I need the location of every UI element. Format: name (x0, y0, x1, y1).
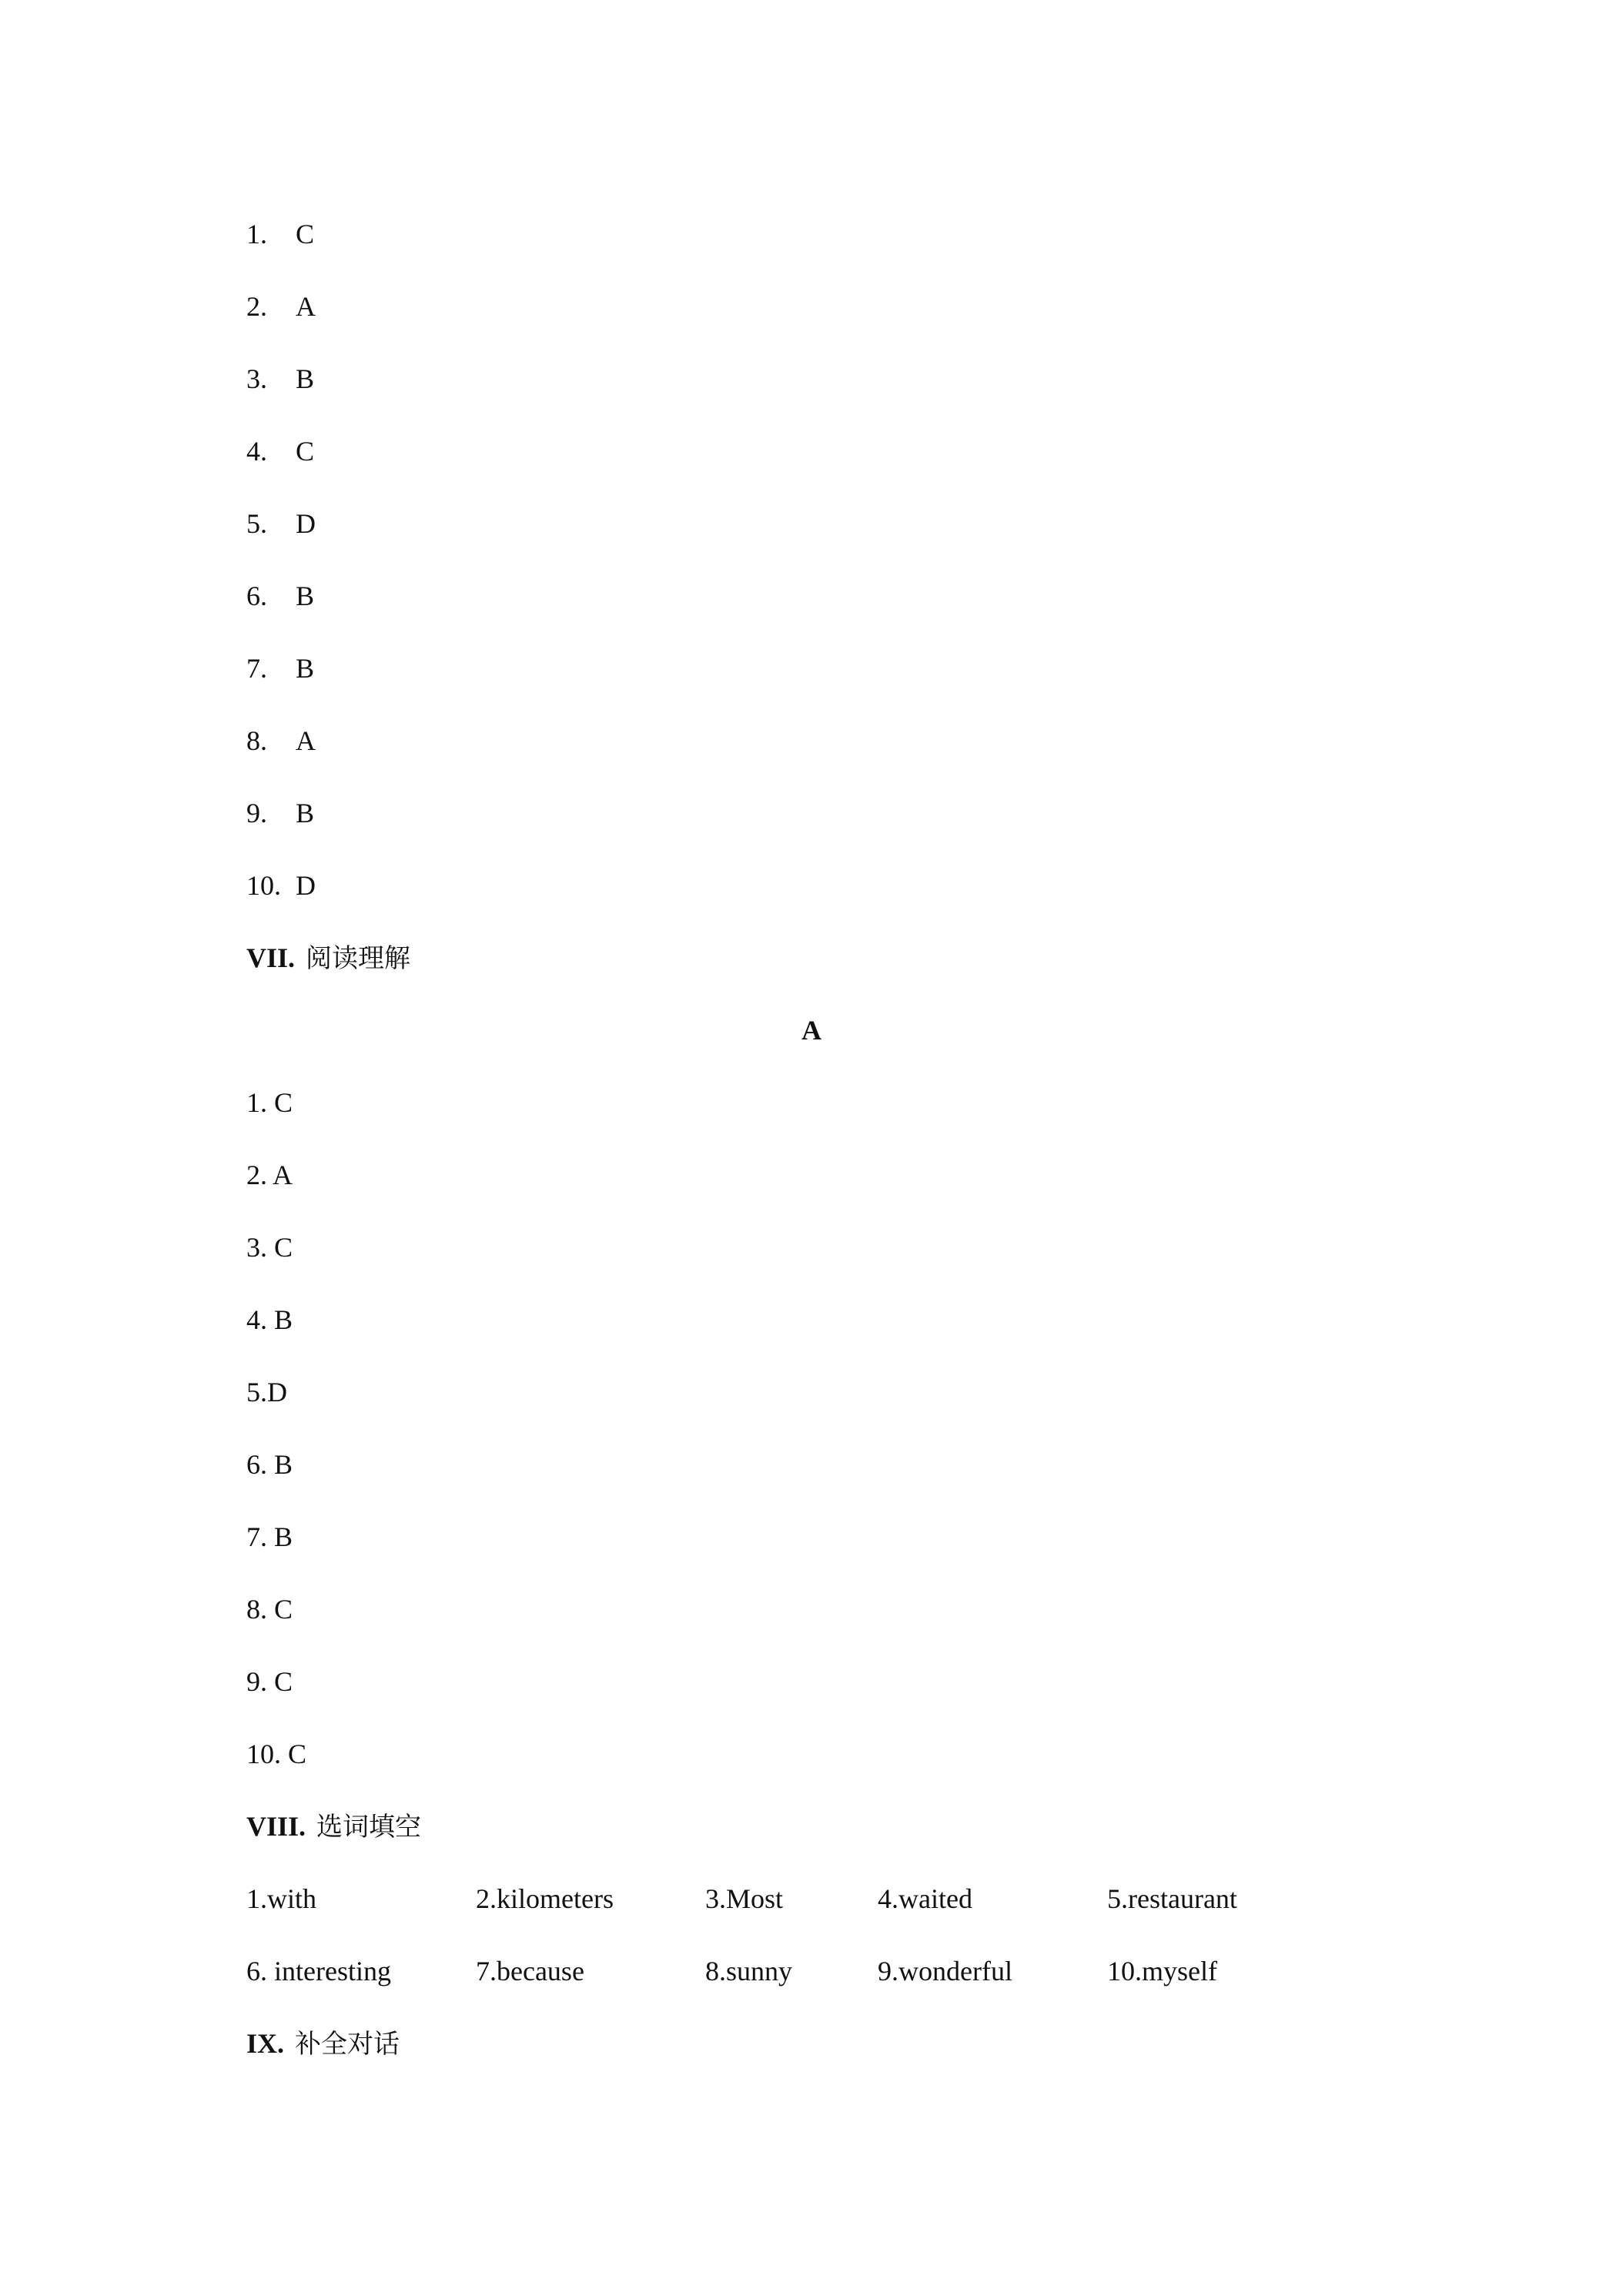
answer-item (246, 869, 316, 902)
answer-number: 1. (246, 219, 267, 249)
answer-letter: B (296, 581, 315, 611)
answer-letter: A (296, 291, 316, 322)
section-title: 阅读理解 (306, 943, 411, 974)
vocab-item: 8.sunny (705, 1956, 793, 1986)
vocab-item: 1.with (246, 1883, 317, 1914)
answer-item (246, 724, 316, 758)
answer-item (246, 507, 316, 541)
answer-item: 9. C (246, 1666, 293, 1697)
vocab-item: 6. interesting (246, 1956, 391, 1986)
section-label: IX. (246, 2028, 285, 2059)
section-title: 选词填空 (316, 1812, 422, 1842)
answer-item (246, 579, 314, 613)
answer-item: 2. A (246, 1160, 293, 1190)
answer-letter: C (296, 436, 315, 467)
answer-item: 5.D (246, 1377, 287, 1407)
answer-number: 3. (246, 363, 267, 394)
answer-number: 8. (246, 725, 267, 756)
answer-number: 6. (246, 581, 267, 611)
answer-item (246, 651, 314, 685)
answer-item (246, 796, 314, 830)
section-title: 补全对话 (295, 2029, 400, 2060)
answer-item (246, 290, 316, 323)
answer-letter: B (296, 363, 315, 394)
answer-item: 4. B (246, 1304, 293, 1335)
section-label: VII. (246, 942, 296, 973)
answer-item: 6. B (246, 1449, 293, 1480)
part-heading: A (801, 1015, 822, 1046)
answer-item: 7. B (246, 1521, 293, 1552)
answer-letter: D (296, 870, 316, 901)
answer-item: 10. C (246, 1739, 307, 1769)
answer-letter: B (296, 798, 315, 828)
vocab-item: 2.kilometers (476, 1883, 614, 1914)
answer-item: 3. C (246, 1232, 293, 1263)
section-heading-vii (246, 941, 410, 976)
answer-number: 5. (246, 508, 267, 539)
vocab-item: 4.waited (878, 1883, 972, 1914)
section-label: VIII. (246, 1811, 306, 1842)
vocab-item: 10.myself (1107, 1956, 1217, 1986)
answer-item (246, 362, 314, 396)
answer-item: 8. C (246, 1594, 293, 1625)
answer-item (246, 434, 314, 468)
vocab-item: 3.Most (705, 1883, 784, 1914)
answer-letter: B (296, 653, 315, 684)
answer-letter: A (296, 725, 316, 756)
answer-number: 4. (246, 436, 267, 467)
vocab-item: 5.restaurant (1107, 1883, 1237, 1914)
answer-number: 9. (246, 798, 267, 828)
section-heading-viii (246, 1809, 421, 1844)
answer-letter: C (296, 219, 315, 249)
vocab-item: 9.wonderful (878, 1956, 1012, 1986)
answer-number: 7. (246, 653, 267, 684)
section-heading-ix (246, 2027, 400, 2061)
answer-item: 1. C (246, 1087, 293, 1118)
answer-letter: D (296, 508, 316, 539)
answer-item (246, 217, 314, 251)
answer-number: 10. (246, 870, 281, 901)
vocab-item: 7.because (476, 1956, 584, 1986)
answer-number: 2. (246, 291, 267, 322)
